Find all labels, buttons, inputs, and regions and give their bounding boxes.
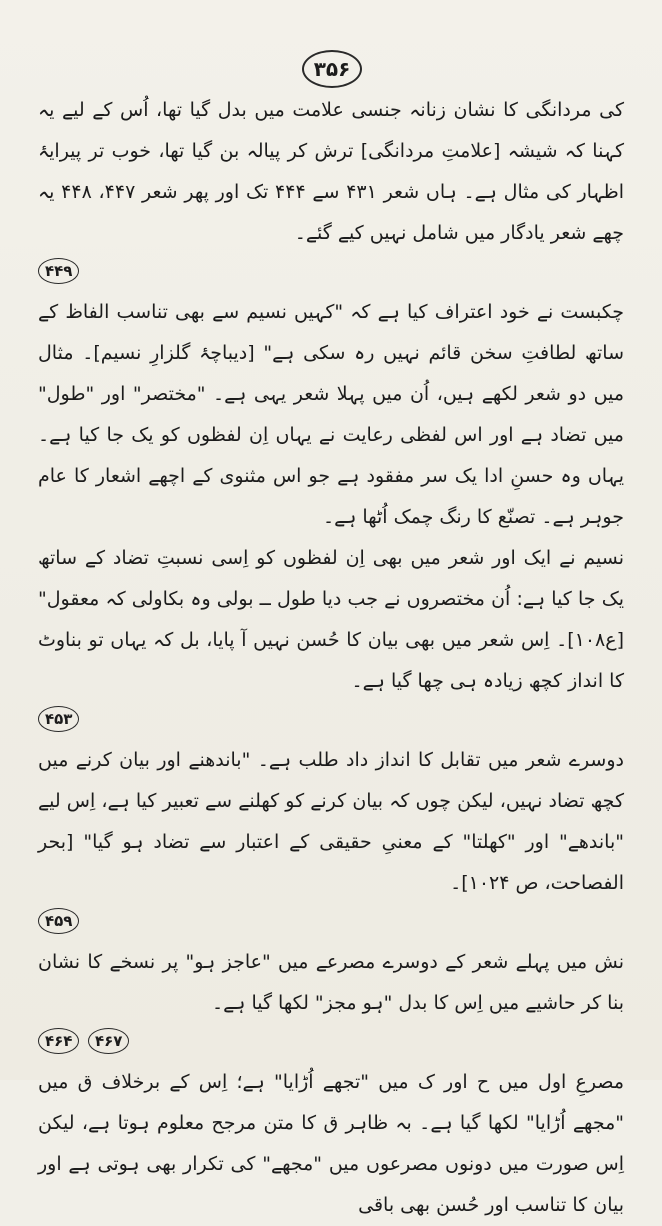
verse-marker-row (38, 702, 624, 740)
paragraph-contrast: دوسرے شعر میں تقابل کا انداز داد طلب ہے۔ "باندھنے اور بیان کرنے میں کچھ تضاد نہیں، لیکن چوں کہ بیان کرنے کو کھلنے سے تعبیر کیا ہے، اِس لیے "باندھے" اور "کھلتا" کے معنیِ حقیقی کے اعتبار سے تضاد ہو گیا" [بحر الفصاحت، ص ۱۰۲۴]۔ (38, 749, 624, 894)
verse-number-marker: ۴۵۹ (38, 908, 79, 934)
verse-number-marker: ۴۵۳ (38, 706, 79, 732)
page-content (38, 90, 624, 1226)
paragraph-continuation: کی مردانگی کا نشان زنانہ جنسی علامت میں بدل گیا تھا، اُس کے لیے یہ کہنا کہ شیشہ [علامتِ مردانگی] ترش کر پیالہ بن گیا تھا، خوب تر پیرایۂ اظہار کی مثال ہے۔ ہاں شعر ۴۳۱ سے ۴۴۴ تک اور پھر شعر ۴۴۷، ۴۴۸ یہ چھے شعر یادگار میں شامل نہیں کیے گئے۔ (38, 99, 624, 244)
verse-number-marker: ۴۶۷ (88, 1028, 129, 1054)
verse-marker-row (38, 904, 624, 942)
paragraph-first-hemistich: مصرعِ اول میں ح اور ک میں "تجھے اُڑایا" ہے؛ اِس کے برخلاف ق میں "مجھے اُڑایا" لکھا گیا ہے۔ بہ ظاہر ق کا متن مرجح معلوم ہوتا ہے، لیکن اِس صورت میں دونوں مصرعوں میں "مجھے" کی تکرار بھی ہوتی ہے اور بیان کا تناسب اور حُسن بھی باقی (38, 1071, 624, 1216)
paragraph-manuscript-note: نش میں پہلے شعر کے دوسرے مصرعے میں "عاجز ہو" پر نسخے کا نشان بنا کر حاشیے میں اِس کا بدل "ہو مجز" لکھا گیا ہے۔ (38, 951, 624, 1014)
paragraph-chakbast: چکبست نے خود اعتراف کیا ہے کہ "کہیں نسیم سے بھی تناسب الفاظ کے ساتھ لطافتِ سخن قائم نہیں رہ سکی ہے" [دیباچۂ گلزارِ نسیم]۔ مثال میں دو شعر لکھے ہیں، اُن میں پہلا شعر یہی ہے۔ "مختصر" اور "طول" میں تضاد ہے اور اس لفظی رعایت نے یہاں اِن لفظوں کو یک جا کیا ہے۔ یہاں وہ حسنِ ادا یک سر مفقود ہے جو اس مثنوی کے اچھے اشعار کا عام جوہر ہے۔ تصنّع کا رنگ چمک اُٹھا ہے۔ (38, 301, 624, 528)
page-number: ۳۵۶ (302, 50, 362, 88)
verse-number-marker: ۴۴۹ (38, 258, 79, 284)
verse-number-marker: ۴۶۴ (38, 1028, 79, 1054)
paragraph-naseem: نسیم نے ایک اور شعر میں بھی اِن لفظوں کو اِسی نسبتِ تضاد کے ساتھ یک جا کیا ہے: اُن مختصروں نے جب دیا طول ــ بولی وہ بکاولی کہ معقول" [ع۱۰۸]۔ اِس شعر میں بھی بیان کا حُسن نہیں آ پایا، بل کہ یہاں تو بناوٹ کا انداز کچھ زیادہ ہی چھا گیا ہے۔ (38, 547, 624, 692)
verse-marker-row (38, 254, 624, 292)
verse-marker-row (38, 1024, 624, 1062)
